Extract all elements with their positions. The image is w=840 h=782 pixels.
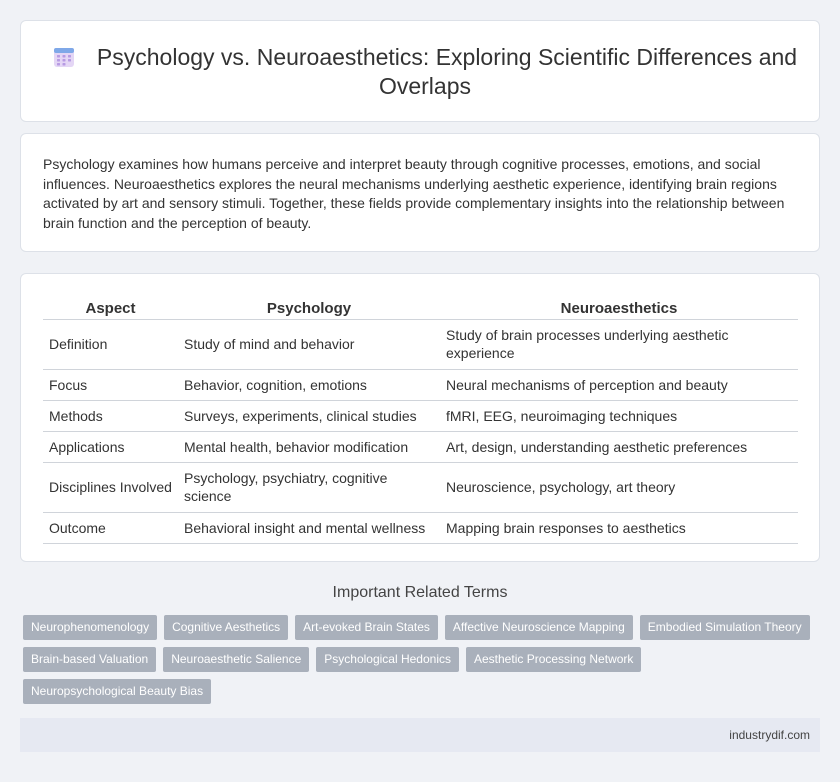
comparison-table	[43, 296, 798, 544]
column-header-neuroaesthetics: Neuroaesthetics	[440, 296, 798, 319]
related-term-tag[interactable]: Neuropsychological Beauty Bias	[23, 679, 211, 704]
related-terms-heading: Important Related Terms	[332, 584, 508, 601]
page-title-wrapper	[51, 43, 799, 101]
related-term-tag[interactable]: Neurophenomenology	[23, 615, 157, 640]
table-row	[43, 400, 798, 431]
table-cell-aspect: Applications	[43, 431, 178, 462]
table-cell-psychology: Mental health, behavior modification	[178, 431, 440, 462]
table-row	[43, 431, 798, 462]
table-cell-psychology: Psychology, psychiatry, cognitive science	[178, 462, 440, 512]
table-cell-aspect: Focus	[43, 369, 178, 400]
table-cell-psychology: Study of mind and behavior	[178, 319, 440, 369]
table-cell-neuroaesthetics: Study of brain processes underlying aesthetic experience	[440, 319, 798, 369]
table-cell-aspect: Definition	[43, 319, 178, 369]
table-cell-neuroaesthetics: Art, design, understanding aesthetic preferences	[440, 431, 798, 462]
table-cell-aspect: Disciplines Involved	[43, 462, 178, 512]
related-term-tag[interactable]: Affective Neuroscience Mapping	[445, 615, 633, 640]
table-cell-neuroaesthetics: Neuroscience, psychology, art theory	[440, 462, 798, 512]
related-term-tag[interactable]: Neuroaesthetic Salience	[163, 647, 309, 672]
related-terms-tags	[23, 615, 813, 704]
page-title: Psychology vs. Neuroaesthetics: Exploring Scientific Differences and Overlaps	[96, 44, 798, 99]
table-cell-neuroaesthetics: Neural mechanisms of perception and beauty	[440, 369, 798, 400]
related-term-tag[interactable]: Brain-based Valuation	[23, 647, 156, 672]
table-cell-neuroaesthetics: fMRI, EEG, neuroimaging techniques	[440, 400, 798, 431]
related-term-tag[interactable]: Embodied Simulation Theory	[640, 615, 810, 640]
table-row	[43, 319, 798, 369]
table-cell-psychology: Behavior, cognition, emotions	[178, 369, 440, 400]
table-cell-neuroaesthetics: Mapping brain responses to aesthetics	[440, 512, 798, 543]
footer-bar	[20, 718, 820, 752]
table-row	[43, 369, 798, 400]
table-cell-psychology: Behavioral insight and mental wellness	[178, 512, 440, 543]
column-header-psychology: Psychology	[178, 296, 440, 319]
table-row	[43, 512, 798, 543]
table-cell-aspect: Methods	[43, 400, 178, 431]
intro-paragraph: Psychology examines how humans perceive and interpret beauty through cognitive processes, emotions, and social influences. Neuroaesthetics explores the neural mechanisms underlying aesthetic experience, identifying brain regions activated by art and sensory stimuli. Together, these fields provide complementary insights into the relationship between brain function and the perception of beauty.	[43, 156, 785, 231]
table-cell-psychology: Surveys, experiments, clinical studies	[178, 400, 440, 431]
footer-site-link[interactable]: industrydif.com	[729, 728, 810, 742]
column-header-aspect: Aspect	[43, 296, 178, 319]
table-cell-aspect: Outcome	[43, 512, 178, 543]
table-row	[43, 462, 798, 512]
comparison-table-card	[20, 273, 820, 562]
calendar-grid-icon	[53, 46, 75, 68]
table-header-row	[43, 296, 798, 319]
intro-card	[20, 133, 820, 252]
related-term-tag[interactable]: Aesthetic Processing Network	[466, 647, 641, 672]
title-card	[20, 20, 820, 122]
related-term-tag[interactable]: Cognitive Aesthetics	[164, 615, 288, 640]
related-term-tag[interactable]: Art-evoked Brain States	[295, 615, 438, 640]
related-term-tag[interactable]: Psychological Hedonics	[316, 647, 459, 672]
